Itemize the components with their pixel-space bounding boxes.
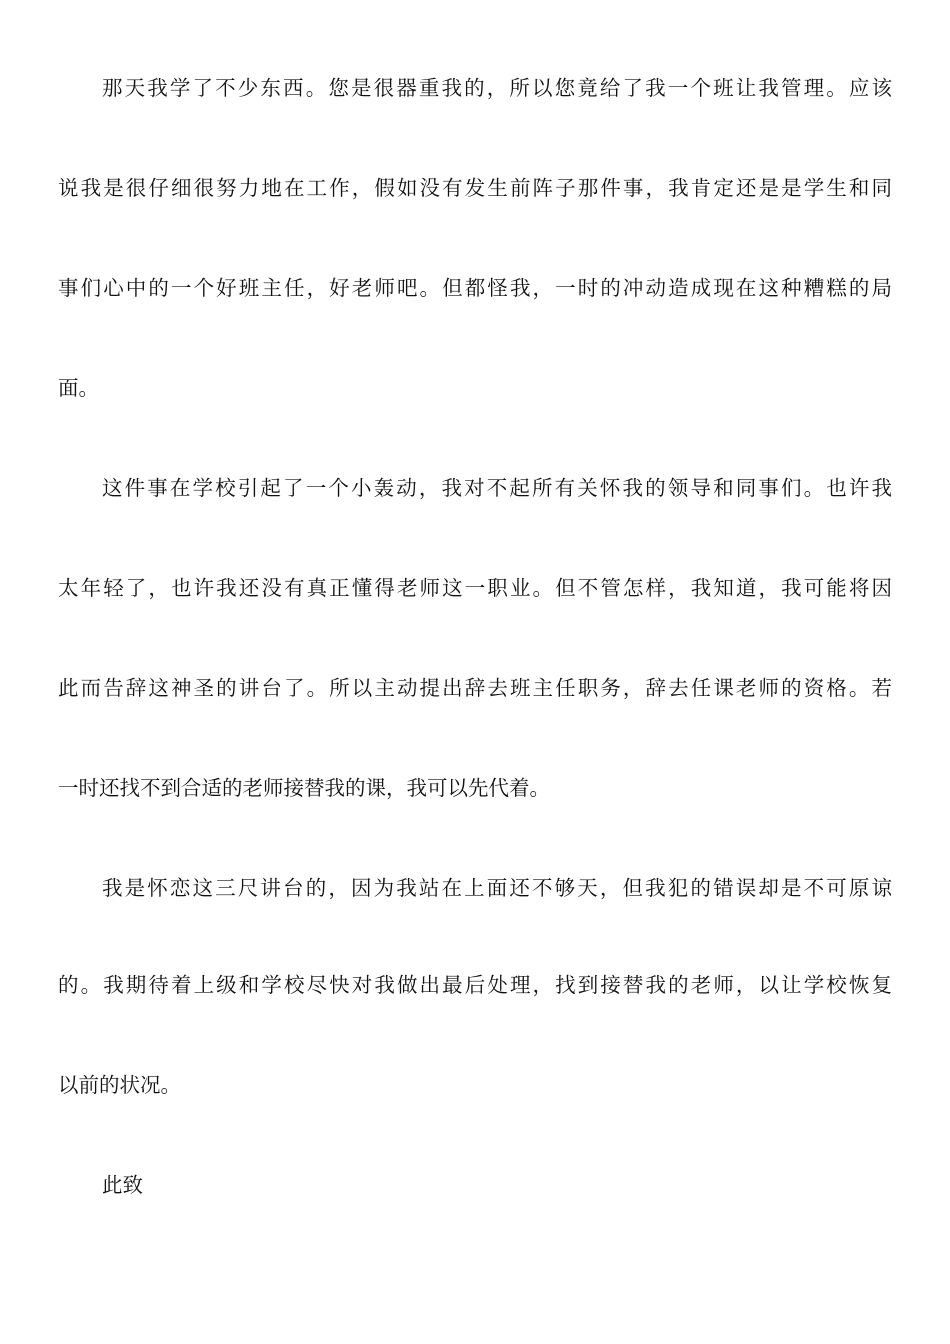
paragraph-line: 事们心中的一个好班主任，好老师吧。但都怪我，一时的冲动造成现在这种糟糕的局 xyxy=(58,276,892,300)
paragraph-line: 以前的状况。 xyxy=(58,1073,181,1097)
paragraph-line: 面。 xyxy=(58,376,99,400)
paragraph-line: 我是怀恋这三尺讲台的，因为我站在上面还不够天，但我犯的错误却是不可原谅 xyxy=(102,876,892,900)
paragraph-line: 一时还找不到合适的老师接替我的课，我可以先代着。 xyxy=(58,776,550,800)
paragraph-line: 此而告辞这神圣的讲台了。所以主动提出辞去班主任职务，辞去任课老师的资格。若 xyxy=(58,676,892,700)
paragraph-line: 那天我学了不少东西。您是很器重我的，所以您竟给了我一个班让我管理。应该 xyxy=(102,76,892,100)
paragraph-line: 的。我期待着上级和学校尽快对我做出最后处理，找到接替我的老师，以让学校恢复 xyxy=(58,973,892,997)
paragraph-line: 太年轻了，也许我还没有真正懂得老师这一职业。但不管怎样，我知道，我可能将因 xyxy=(58,576,892,600)
paragraph-line: 这件事在学校引起了一个小轰动，我对不起所有关怀我的领导和同事们。也许我 xyxy=(102,476,892,500)
closing-salutation: 此致 xyxy=(102,1173,143,1197)
paragraph-line: 说我是很仔细很努力地在工作，假如没有发生前阵子那件事，我肯定还是是学生和同 xyxy=(58,176,892,200)
